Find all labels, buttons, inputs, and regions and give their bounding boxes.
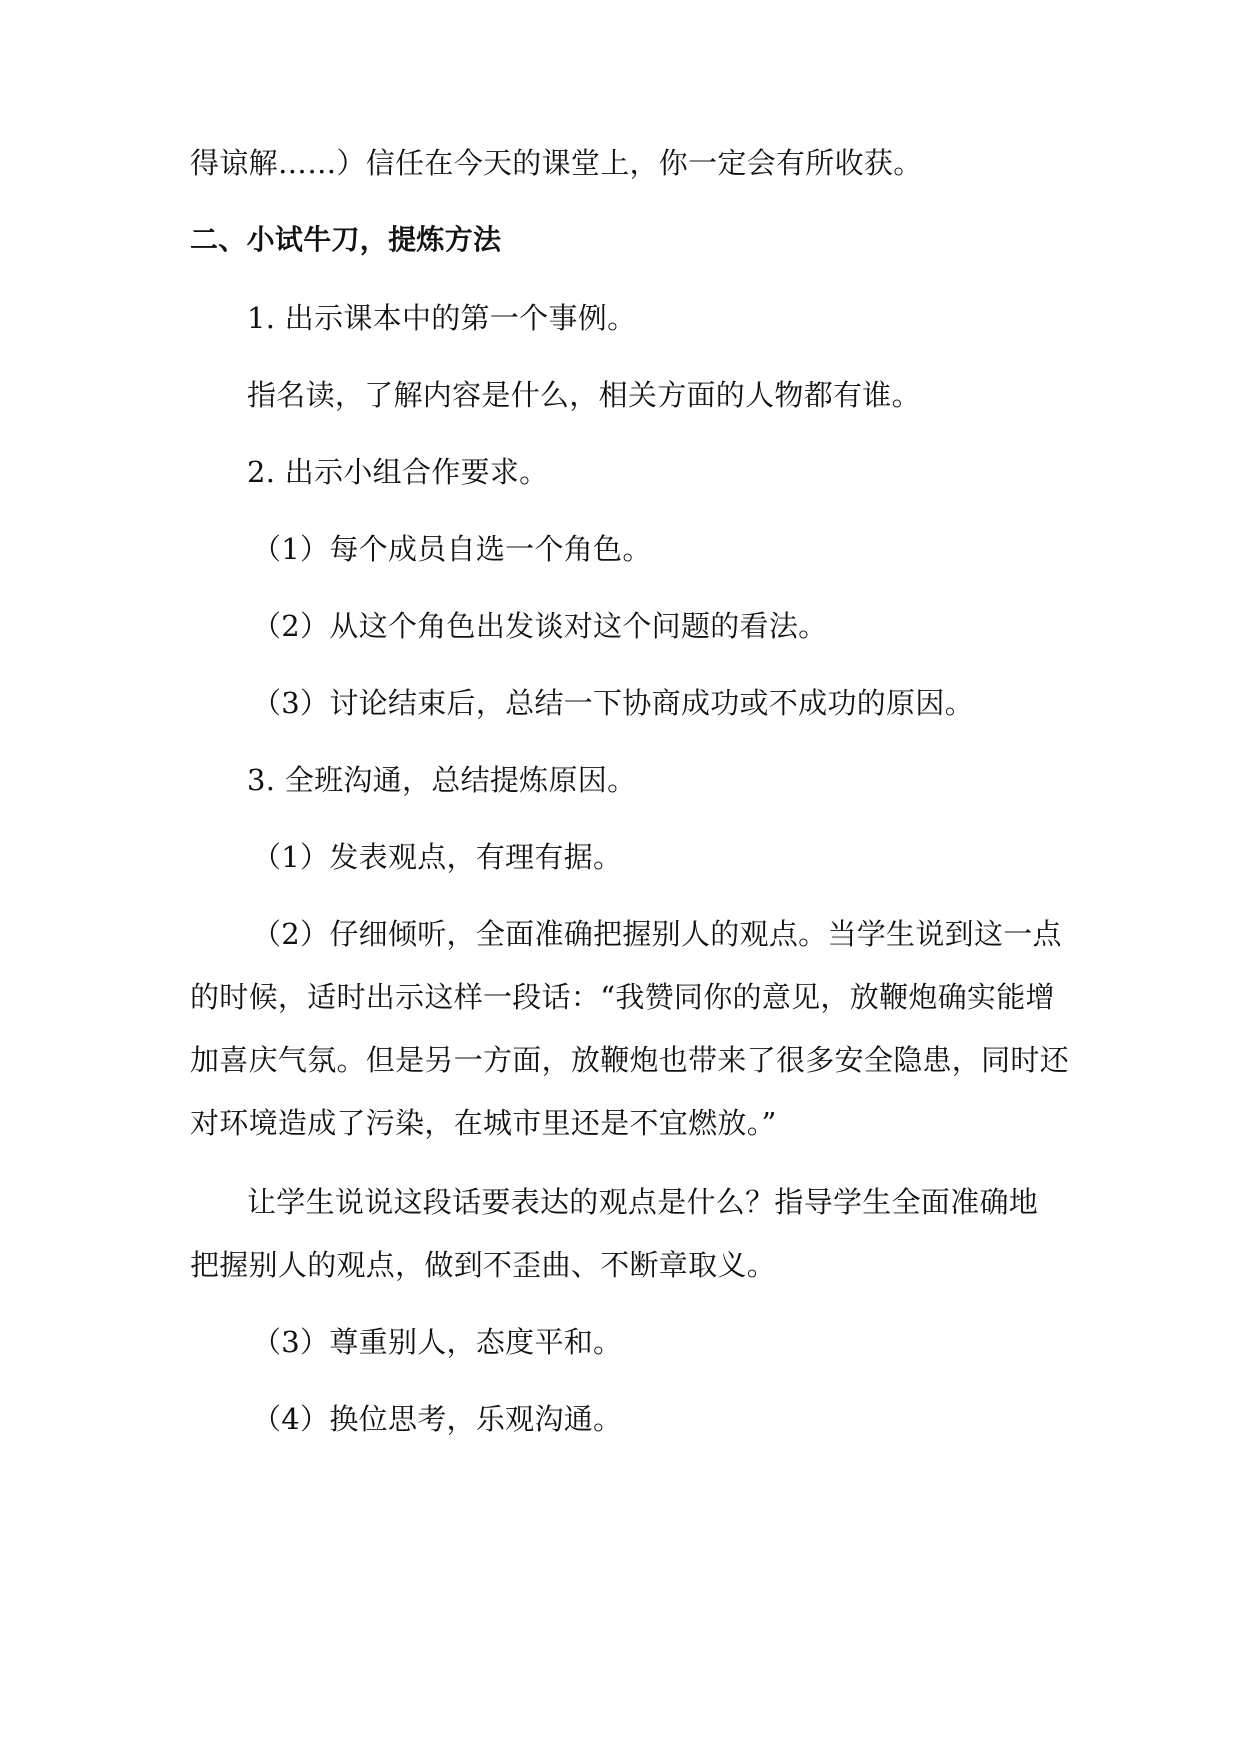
item3-subitem-2-line-3: 加喜庆气氛。但是另一方面，放鞭炮也带来了很多安全隐患，同时还 (190, 1043, 1070, 1077)
item3-subitem-1: （1）发表观点，有理有据。 (252, 840, 623, 874)
section-heading: 二、小试牛刀，提炼方法 (190, 223, 502, 256)
item3-subitem-4: （4）换位思考，乐观沟通。 (252, 1402, 623, 1436)
continuation-line: 得谅解……）信任在今天的课堂上，你一定会有所收获。 (190, 146, 923, 180)
item1-text: 指名读，了解内容是什么，相关方面的人物都有谁。 (247, 378, 921, 412)
item2-title: 2. 出示小组合作要求。 (247, 455, 549, 489)
item3-subitem-2-line-4: 对环境造成了污染，在城市里还是不宜燃放。” (190, 1106, 777, 1140)
item2-subitem-2: （2）从这个角色出发谈对这个问题的看法。 (252, 609, 828, 643)
item2-subitem-1: （1）每个成员自选一个角色。 (252, 532, 652, 566)
item1-title: 1. 出示课本中的第一个事例。 (247, 301, 637, 335)
item3-subitem-2-line-1: （2）仔细倾听，全面准确把握别人的观点。当学生说到这一点 (252, 917, 1062, 951)
item2-subitem-3: （3）讨论结束后，总结一下协商成功或不成功的原因。 (252, 686, 974, 720)
item3-subitem-2-line-2: 的时候，适时出示这样一段话：“我赞同你的意见，放鞭炮确实能增 (190, 980, 1055, 1014)
item3-subitem-3: （3）尊重别人，态度平和。 (252, 1325, 623, 1359)
guide-paragraph-line-1: 让学生说说这段话要表达的观点是什么？指导学生全面准确地 (247, 1185, 1039, 1219)
guide-paragraph-line-2: 把握别人的观点，做到不歪曲、不断章取义。 (190, 1248, 777, 1282)
item3-title: 3. 全班沟通，总结提炼原因。 (247, 763, 637, 797)
